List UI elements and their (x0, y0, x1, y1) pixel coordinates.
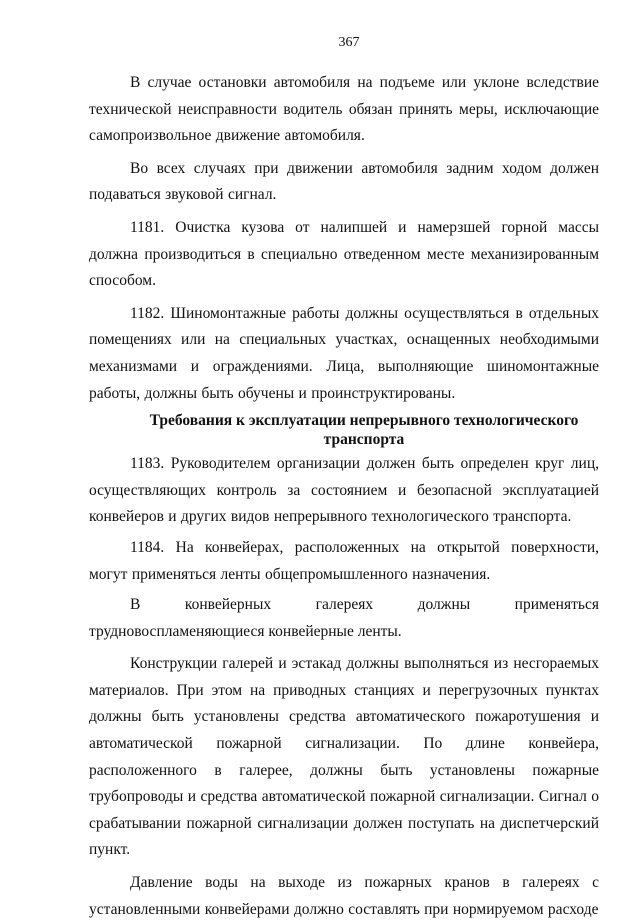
paragraph-water-pressure: Давление воды на выходе из пожарных кранов в галереях с установленными конвейерами должно составлять при нормируемом расходе (89, 874, 599, 918)
paragraph-1184: 1184. На конвейерах, расположенных на открытой поверхности, могут применяться ленты общепромышленного назначения. (89, 538, 599, 583)
word: применяться (514, 596, 599, 614)
section-heading: Требования к эксплуатации непрерывного технологического транспорта (149, 412, 579, 449)
paragraph-conveyor-galleries (89, 592, 599, 645)
spread-line (89, 592, 599, 619)
word: В (130, 596, 141, 614)
line-continuation: трудновоспламеняющиеся конвейерные ленты. (89, 622, 402, 640)
document-page (89, 34, 599, 923)
word: должны (417, 596, 471, 614)
paragraph-1182: 1182. Шиномонтажные работы должны осуществляться в отдельных помещениях или на специальных участках, оснащенных необходимыми механизмами и ограждениями. Лица, выполняющие шиномонтажные работы, должны быть обучены и проинструктированы. (89, 304, 599, 402)
paragraph-galleries-construction: Конструкции галерей и эстакад должны выполняться из несгораемых материалов. При этом на приводных станциях и перегрузочных пунктах должны быть установлены средства автоматического пожаротушения и автоматической пожарной сигнализации. По длине конвейера, расположенного в галерее, должны быть установлены пожарные трубопроводы и средства автоматической пожарной сигнализации. Сигнал о срабатывании пожарной сигнализации должен поступать на диспетчерский пункт. (89, 655, 599, 859)
word: галереях (315, 596, 374, 614)
paragraph-reverse-signal: Во всех случаях при движении автомобиля задним ходом должен подаваться звуковой сигнал. (89, 159, 599, 204)
paragraph-1183: 1183. Руководителем организации должен быть определен круг лиц, осуществляющих контроль за состоянием и безопасной эксплуатацией конвейеров и других видов непрерывного технологического транспорта. (89, 455, 599, 526)
paragraph-1181: 1181. Очистка кузова от налипшей и намерзшей горной массы должна производиться в специально отведенном месте механизированным способом. (89, 218, 599, 290)
word: конвейерных (184, 596, 272, 614)
page-number: 367 (338, 35, 360, 50)
paragraph-vehicle-stop: В случае остановки автомобиля на подъеме или уклоне вследствие технической неисправности водитель обязан принять меры, исключающие самопроизвольное движение автомобиля. (89, 74, 599, 145)
